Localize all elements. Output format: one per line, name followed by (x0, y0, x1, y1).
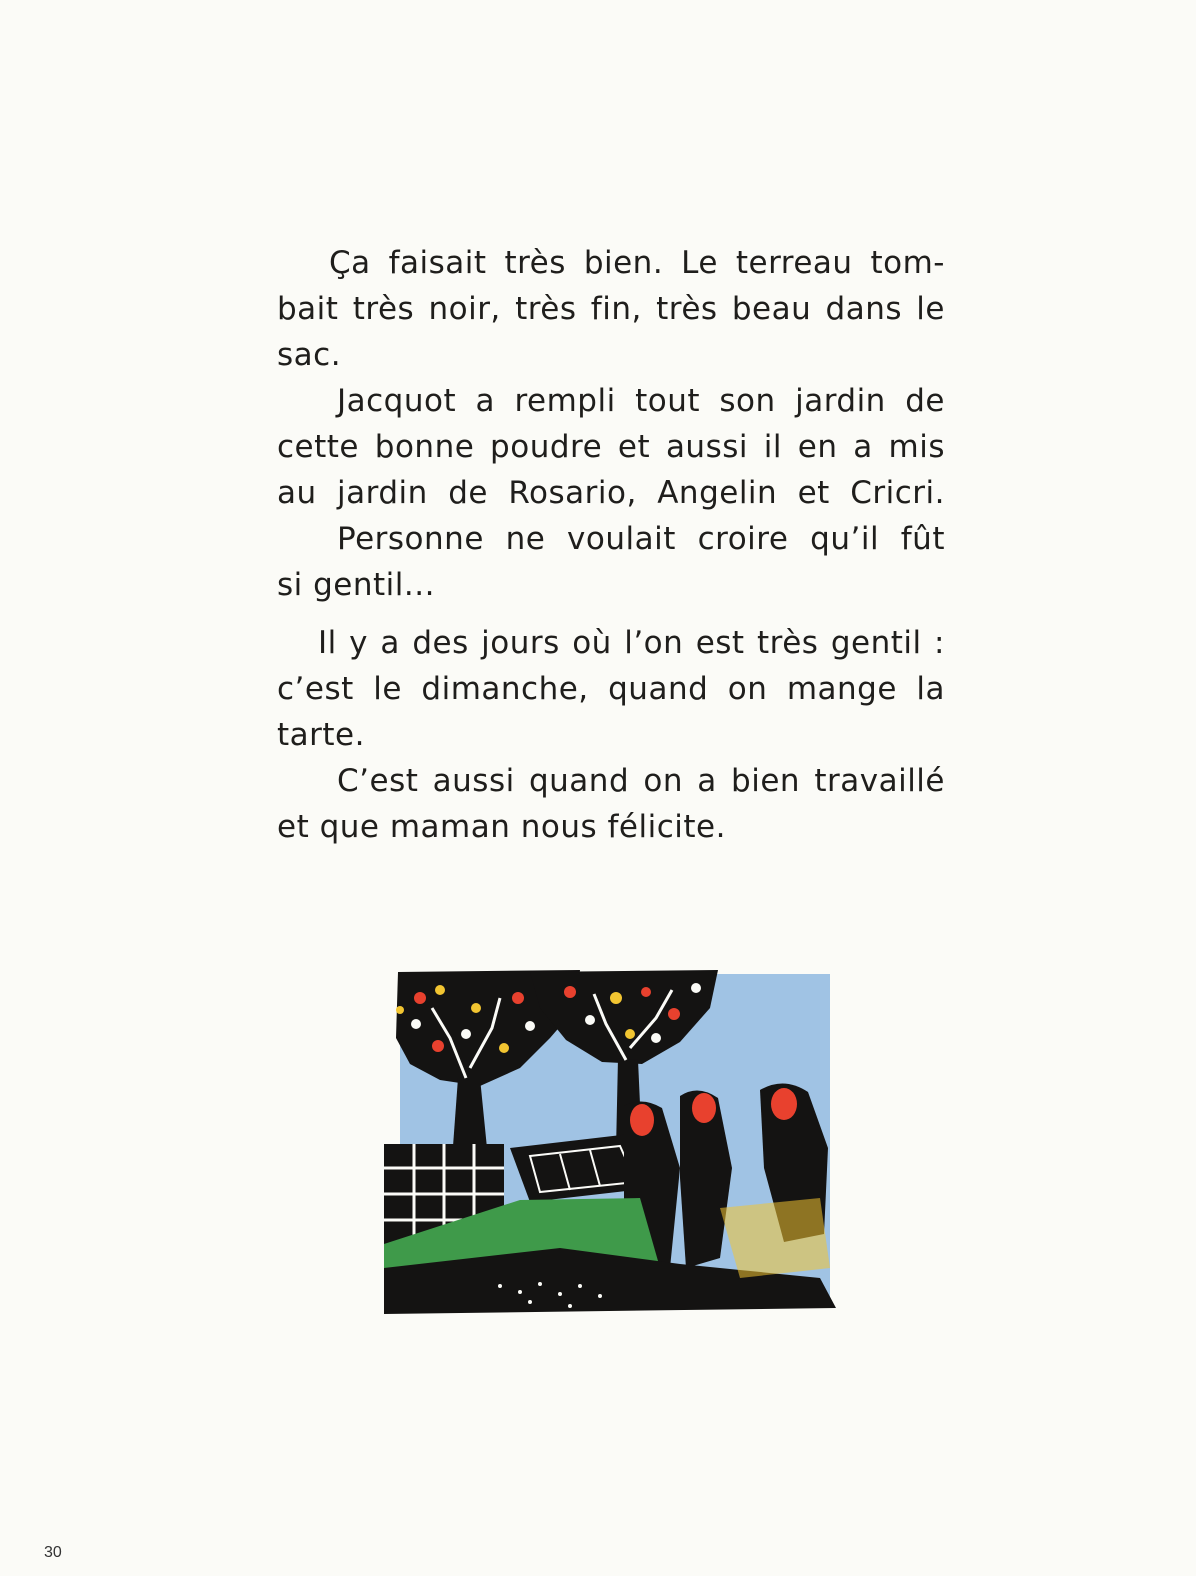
text-line: c’est le dimanche, quand on mange la (277, 671, 945, 707)
text-line: cette bonne poudre et aussi il en a mis (277, 429, 945, 465)
page-number: 30 (44, 1544, 62, 1561)
text-line: Personne ne voulait croire qu’il fût (337, 521, 945, 557)
text-line: et que maman nous félicite. (277, 809, 726, 845)
text-line: sac. (277, 337, 342, 373)
text-line: C’est aussi quand on a bien travaillé (337, 763, 945, 799)
text-line: Il y a des jours où l’on est très gentil : (318, 625, 945, 661)
text-line: tarte. (277, 717, 365, 753)
story-text (277, 240, 945, 850)
text-line: Jacquot a rempli tout son jardin de (337, 383, 945, 419)
text-line: au jardin de Rosario, Angelin et Cricri. (277, 475, 945, 511)
woodcut-illustration (380, 968, 840, 1324)
text-line: bait très noir, très fin, très beau dans le (277, 291, 945, 327)
text-line: si gentil... (277, 567, 435, 603)
text-line: Ça faisait très bien. Le terreau tom- (329, 245, 945, 281)
